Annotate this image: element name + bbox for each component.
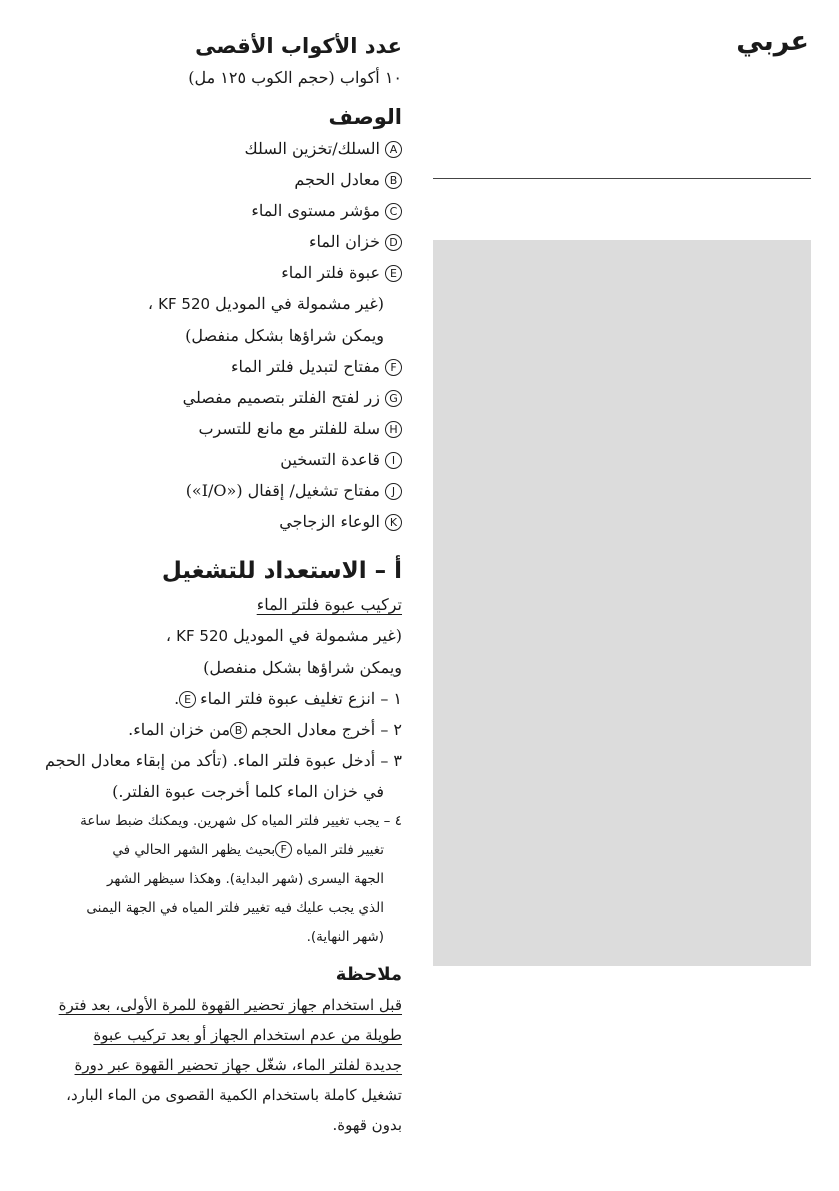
- list-item-label: سلة للفلتر مع مانع للتسرب: [198, 419, 380, 438]
- note-heading: ملاحظة: [335, 964, 402, 985]
- list-item-label: مؤشر مستوى الماء: [251, 201, 380, 220]
- model-number: KF 520: [158, 295, 211, 313]
- list-item-label: زر لفتح الفلتر بتصميم مفصلي: [182, 388, 380, 407]
- step-4-line: (شهر النهاية).: [306, 929, 384, 945]
- list-item: [30, 444, 402, 475]
- note-line: طويلة من عدم استخدام الجهاز أو بعد تركيب عبوة: [93, 1026, 402, 1044]
- letter-badge: H: [385, 421, 402, 438]
- letter-badge: G: [385, 390, 402, 407]
- step-4-line: الذي يجب عليك فيه تغيير فلتر المياه في الجهة اليمنى: [86, 900, 384, 916]
- list-item: [30, 133, 402, 164]
- setup-note-line: (غير مشمولة في الموديل KF 520 ،: [165, 626, 402, 645]
- letter-badge: K: [385, 514, 402, 531]
- list-item-note: ويمكن شراؤها بشكل منفصل): [185, 326, 384, 345]
- letter-badge: B: [385, 172, 402, 189]
- letter-badge: E: [179, 691, 196, 708]
- list-item-note: (غير مشمولة في الموديل KF 520 ،: [147, 294, 384, 313]
- letter-badge: A: [385, 141, 402, 158]
- main-text-column: [30, 30, 402, 1140]
- letter-badge: B: [230, 722, 247, 739]
- list-item: [30, 195, 402, 226]
- model-number: KF 520: [176, 627, 229, 645]
- letter-badge: J: [385, 483, 402, 500]
- note-line: بدون قهوة.: [332, 1116, 402, 1134]
- list-item-label: قاعدة التسخين: [280, 450, 380, 469]
- list-item-label: عبوة فلتر الماء: [281, 263, 380, 282]
- list-item-label: مفتاح لتبديل فلتر الماء: [230, 357, 380, 376]
- description-heading: الوصف: [328, 105, 402, 129]
- letter-badge: F: [275, 841, 292, 858]
- list-item: [30, 506, 402, 537]
- parts-list: [30, 133, 402, 537]
- letter-badge: I: [385, 452, 402, 469]
- step-4-line: ٤ – يجب تغيير فلتر المياه كل شهرين. ويمكنك ضبط ساعة: [80, 813, 402, 829]
- setup-subtitle: تركيب عبوة فلتر الماء: [256, 595, 402, 614]
- setup-heading: أ – الاستعداد للتشغيل: [161, 558, 402, 584]
- list-item: [30, 382, 402, 413]
- image-placeholder-box: [433, 240, 811, 966]
- note-line: قبل استخدام جهاز تحضير القهوة للمرة الأولى، بعد فترة: [58, 996, 402, 1014]
- step-4-line: الجهة اليسرى (شهر البداية). وهكذا سيظهر الشهر: [106, 871, 384, 887]
- max-cups-heading: عدد الأكواب الأقصى: [195, 34, 402, 58]
- language-tag: عربي: [736, 26, 809, 57]
- list-item-label: معادل الحجم: [294, 170, 380, 189]
- list-item: [30, 475, 402, 506]
- list-item-label: خزان الماء: [309, 232, 380, 251]
- step-3-line: في خزان الماء كلما أخرجت عبوة الفلتر.): [112, 782, 384, 801]
- list-item-label: مفتاح تشغيل/ إقفال («I/O»): [185, 481, 380, 500]
- divider-line: [433, 178, 811, 179]
- list-item: [30, 226, 402, 257]
- setup-note-line: ويمكن شراؤها بشكل منفصل): [203, 658, 402, 677]
- step-2: ٢ – أخرج معادل الحجمBمن خزان الماء.: [128, 720, 402, 739]
- list-item: [30, 413, 402, 444]
- list-item-label: الوعاء الزجاجي: [279, 512, 380, 531]
- letter-badge: D: [385, 234, 402, 251]
- step-3-line: ٣ – أدخل عبوة فلتر الماء. (تأكد من إبقاء معادل الحجم: [45, 751, 402, 770]
- list-item-label: السلك/تخزين السلك: [244, 139, 380, 158]
- list-item: [30, 164, 402, 195]
- letter-badge: F: [385, 359, 402, 376]
- list-item: [30, 257, 402, 288]
- list-item: [30, 351, 402, 382]
- step-1: ١ – انزع تغليف عبوة فلتر الماءE.: [174, 689, 402, 708]
- note-line: جديدة لفلتر الماء، شغّل جهاز تحضير القهوة عبر دورة: [74, 1056, 402, 1074]
- note-line: تشغيل كاملة باستخدام الكمية القصوى من الماء البارد،: [66, 1086, 402, 1104]
- letter-badge: C: [385, 203, 402, 220]
- letter-badge: E: [385, 265, 402, 282]
- max-cups-text: ١٠ أكواب (حجم الكوب ١٢٥ مل): [188, 68, 402, 87]
- step-4-line: تغيير فلتر المياهFبحيث يظهر الشهر الحالي في: [112, 842, 384, 858]
